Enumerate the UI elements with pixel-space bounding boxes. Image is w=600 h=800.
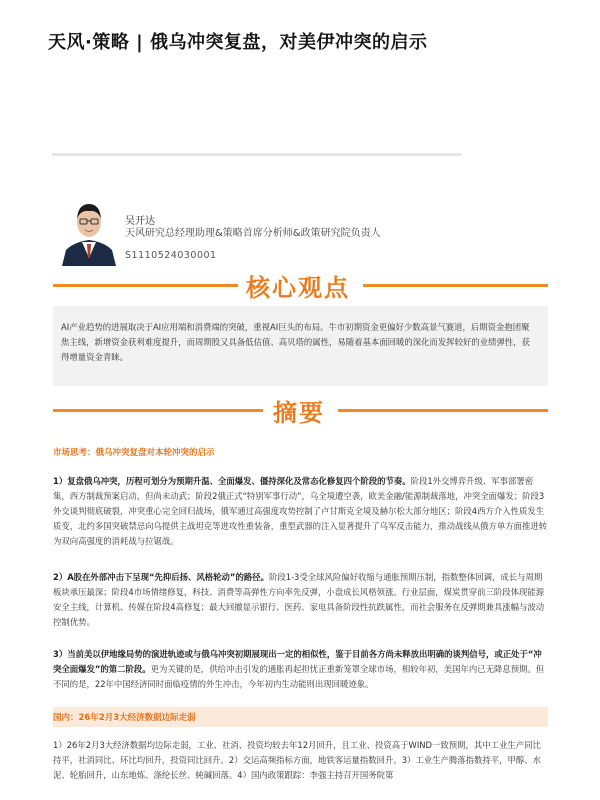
summary-banner-title: 摘要 — [273, 399, 325, 427]
paragraph-1 — [53, 474, 548, 549]
paragraph-3-lead: 3）当前美以伊地缘局势的演进轨迹或与俄乌冲突初期展现出一定的相似性，鉴于目前各方尚未释放出明确的谈判信号，或正处于“冲突全面爆发”的第二阶段。 — [53, 649, 542, 674]
section-title-market: 市场思考：俄乌冲突复盘对本轮冲突的启示 — [53, 448, 215, 458]
paragraph-3 — [53, 647, 548, 692]
banner-line-right — [363, 284, 548, 287]
author-cert-number: S1110524030001 — [125, 250, 217, 261]
author-role: 天风研究总经理助理&策略首席分析师&政策研究院负责人 — [125, 228, 381, 239]
page-title: 天风·策略 | 俄乌冲突复盘，对美伊冲突的启示 — [48, 32, 428, 53]
core-view-box — [53, 306, 548, 386]
core-banner — [53, 272, 548, 302]
paragraph-4: 1）26年2月3大经济数据均边际走弱，工业、社消、投资均较去年12月回升，且工业、投资高于WIND一致预期，其中工业生产同比持平，社消同比、环比均回升，投资同比回升。2）交运高频指标方面，地铁客运量指数回升。3）工业生产腾落指数持平，甲醇、水泥、轮胎回升，山东地炼、涤纶长丝、純碱回落。4）国内政策跟踪：李强主持召开国务院第 — [53, 740, 542, 780]
summary-banner — [53, 397, 548, 427]
section-bar-domestic — [53, 707, 548, 727]
paragraph-2-body: 阶段1-3受全球风险偏好收缩与通胀预期压制，指数整体回调，成长与周期板块承压最深；阶段4市场情绪修复，科技、消费等高弹性方向率先反弹，小盘成长风格领涨。行业层面，煤炭贯穿前三阶段体现能源安全主线，计算机、传媒在阶段4高修复；最大回撤显示银行、医药、家电具备阶段性抗跌属性，而社会服务在反弹期兼具涨幅与波动控制优势。 — [53, 572, 545, 627]
divider — [52, 153, 462, 156]
avatar — [60, 192, 118, 266]
author-name: 吴开达 — [125, 216, 155, 227]
core-view-text: AI产业趋势的进展取决于AI应用端和消费端的突破，重视AI巨头的布局。牛市初期资金更偏好少数高景气赛道，后期资金抱团聚焦主线，新增资金获利难度提升，而周期股又具备低估值、高贝塔的属性，易随着基本面回暖的深化而发挥较好的业绩弹性，获得增量资金青睐。 — [61, 322, 530, 362]
banner-line-left — [53, 409, 263, 412]
section-title-domestic: 国内：26年2月3大经济数据边际走弱 — [53, 713, 196, 723]
banner-line-right — [338, 409, 548, 412]
paragraph-2 — [53, 570, 548, 630]
core-banner-title: 核心观点 — [246, 274, 350, 302]
author-photo-icon — [60, 192, 118, 266]
banner-line-left — [53, 284, 238, 287]
paragraph-1-body: 阶段1外交博弈升级、军事部署密集，西方制裁预案启动，但尚未动武；阶段2俄正式“特别军事行动”，乌全境遭空袭，欧美金融/能源制裁落地，冲突全面爆发；阶段3外交谈判彻底破裂，冲突重心完全回归战场，俄军通过高强度攻势控制了卢甘斯克全境及赫尔松大部分地区；阶段4西方介入性质发生质变，北约多国突破禁忌向乌提供主战坦克等进攻性重装备，重型武器的注入显著提升了乌军反击能力，推动战线从俄方单方面推进转为双向高强度的消耗战与拉锯战。 — [53, 476, 548, 546]
paragraph-2-lead: 2）A股在外部冲击下呈现“先抑后扬、风格轮动”的路径。 — [53, 572, 269, 582]
paragraph-1-lead: 1）复盘俄乌冲突，历程可划分为预期升温、全面爆发、僵持深化及常态化修复四个阶段的节奏。 — [53, 476, 411, 486]
author-card — [60, 192, 560, 272]
paragraph-3-body: 更为关键的是，供给冲击引发的通胀再起担忧正重新笼罩全球市场，相较年初，美国年内已无降息预期。但不同的是，22年中国经济同时面临疫情的外生冲击，今年初内生动能则出现回暖迹象。 — [53, 664, 545, 689]
